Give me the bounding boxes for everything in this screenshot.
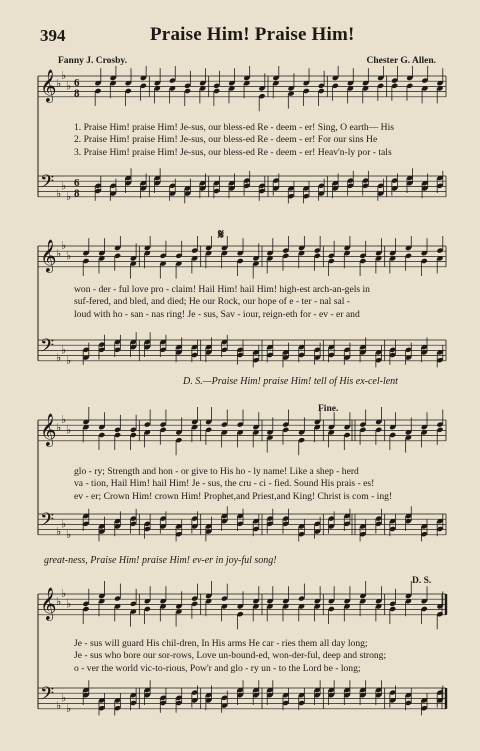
- svg-text:𝄢: 𝄢: [40, 172, 55, 197]
- svg-text:8: 8: [74, 187, 80, 200]
- svg-text:♭: ♭: [56, 700, 62, 713]
- lyricist-credit: Fanny J. Crosby.: [58, 56, 127, 66]
- composer-credit: Chester G. Allen.: [366, 56, 436, 66]
- svg-text:♭: ♭: [56, 188, 62, 201]
- lyric-line: o - ver the world vic-to-rious, Pow'r and glo - ry un - to the Lord be - long;: [74, 662, 361, 674]
- svg-text:𝄞: 𝄞: [40, 239, 57, 272]
- svg-text:𝄞: 𝄞: [40, 413, 57, 446]
- lyric-line: va - tion, Hail Him! hail Him! Je - sus, the cru - ci - fied. Sound His prais - es!: [74, 478, 375, 490]
- lyric-line: Je - sus who bore our sor-rows, Love un-bound-ed, won-der-ful, deep and strong;: [74, 650, 387, 662]
- lyric-line: 3. Praise Him! praise Him! Je-sus, our bless-ed Re - deem - er! Heav'n-ly por - tals: [74, 146, 392, 158]
- lyric-line: Je - sus will guard His chil-dren, In His arms He car - ries them all day long;: [74, 638, 368, 649]
- svg-text:♭: ♭: [61, 518, 67, 531]
- lyrics-verses: [74, 466, 450, 503]
- music-system-1: [0, 66, 480, 216]
- svg-text:♭: ♭: [66, 190, 72, 203]
- svg-text:♭: ♭: [56, 421, 62, 434]
- ds-mark: D. S.: [412, 576, 432, 586]
- music-system-2: [0, 228, 480, 387]
- svg-text:♭: ♭: [66, 250, 72, 263]
- lyric-line: won - der - ful love pro - claim! Hail Him! hail Him! high-est arch-an-gels in: [74, 284, 370, 295]
- lyric-line: 1. Praise Him! praise Him! Je-sus, our bless-ed Re - deem - er! Sing, O earth— His: [74, 122, 394, 133]
- svg-text:♭: ♭: [61, 414, 67, 426]
- lyrics-verses: [74, 122, 450, 159]
- hymn-number: 394: [40, 26, 66, 45]
- svg-text:♭: ♭: [61, 692, 67, 705]
- svg-text:♭: ♭: [61, 588, 67, 600]
- music-system-3: [0, 402, 480, 566]
- svg-text:𝄢: 𝄢: [40, 336, 55, 361]
- svg-text:♭: ♭: [56, 595, 62, 608]
- lyrics-verses: [74, 284, 450, 321]
- svg-text:♭: ♭: [61, 240, 67, 252]
- lyric-line: glo - ry; Strength and hon - or give to His ho - ly name! Like a shep - herd: [74, 466, 359, 477]
- hymn-title: Praise Him! Praise Him!: [150, 24, 355, 45]
- svg-text:♭: ♭: [66, 528, 72, 541]
- svg-text:𝄢: 𝄢: [40, 684, 55, 709]
- lyrics-verses: [74, 638, 450, 675]
- lyric-line: 2. Praise Him! praise Him! Je-sus, our bless-ed Re - deem - er! For our sins He: [74, 134, 378, 146]
- lyric-line: suf-fered, and bled, and died; He our Rock, our hope of e - ter - nal sal -: [74, 296, 350, 308]
- svg-text:♭: ♭: [61, 180, 67, 193]
- ds-text: D. S.—Praise Him! praise Him! tell of His ex-cel-lent: [183, 376, 398, 387]
- svg-text:♭: ♭: [56, 352, 62, 365]
- svg-text:♭: ♭: [61, 70, 67, 82]
- svg-text:♭: ♭: [66, 80, 72, 93]
- svg-text:6: 6: [74, 77, 80, 89]
- svg-text:♭: ♭: [56, 77, 62, 90]
- svg-text:𝄢: 𝄢: [40, 510, 55, 535]
- lyric-line: loud with ho - san - nas ring! Je - sus, Sav - iour, reign-eth for - ev - er and: [74, 308, 360, 320]
- svg-text:♭: ♭: [66, 702, 72, 715]
- svg-text:8: 8: [74, 87, 80, 100]
- svg-text:♭: ♭: [66, 354, 72, 367]
- svg-text:♭: ♭: [66, 598, 72, 611]
- svg-text:♭: ♭: [61, 344, 67, 357]
- svg-text:𝄞: 𝄞: [40, 69, 57, 102]
- music-system-4: [0, 578, 480, 748]
- fine-mark: Fine.: [318, 404, 339, 414]
- lyric-line: ev - er; Crown Him! crown Him! Prophet,and Priest,and King! Christ is com - ing!: [74, 490, 393, 502]
- segno-sign: 𝄋: [218, 228, 225, 243]
- ds-text: great-ness, Praise Him! praise Him! ev-er in joy-ful song!: [44, 555, 277, 566]
- svg-text:6: 6: [74, 177, 80, 189]
- svg-text:♭: ♭: [66, 424, 72, 437]
- svg-text:♭: ♭: [56, 526, 62, 539]
- svg-text:𝄞: 𝄞: [40, 587, 57, 620]
- svg-text:♭: ♭: [56, 247, 62, 260]
